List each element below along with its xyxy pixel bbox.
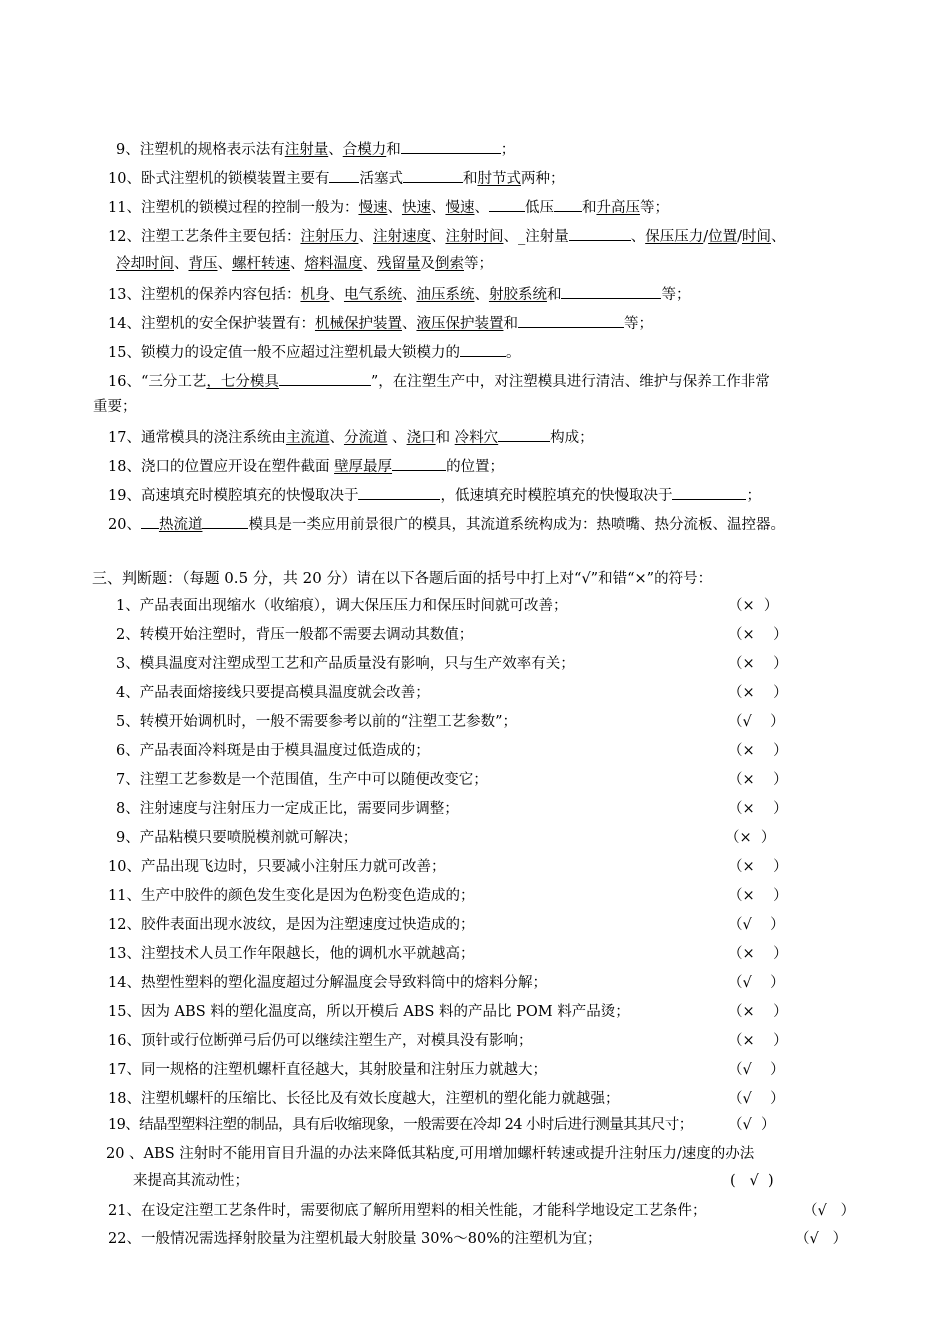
question-number: 13、 xyxy=(108,946,141,962)
question-text: 模具温度对注塑成型工艺和产品质量没有影响，只与生产效率有关； xyxy=(139,656,575,672)
answer-mark[interactable]: （× ） xyxy=(725,830,776,846)
judge-q10 xyxy=(108,858,445,876)
judge-q6 xyxy=(116,742,430,760)
question-text: ABS 注射时不能用盲目升温的办法来降低其粘度,可用增加螺杆转速或提升注射压力/速度的办法 xyxy=(143,1146,755,1162)
question-text: 生产中胶件的颜色发生变化是因为色粉变色造成的； xyxy=(140,888,475,904)
question-text: 注塑技术人员工作年限越长，他的调机水平就越高； xyxy=(140,946,475,962)
answer-mark[interactable]: （√ ） xyxy=(728,917,785,933)
answer-blank[interactable] xyxy=(489,197,525,212)
fill-q9: 9、注塑机的规格表示法有注射量、合模力和 ； xyxy=(116,139,515,159)
answer-mark[interactable]: （× ） xyxy=(728,598,779,614)
question-text: 热塑性塑料的塑化温度超过分解温度会导致料筒中的熔料分解； xyxy=(140,975,547,991)
section3-instruction: 请在以下各题后面的括号中打上对“√”和错“×”的符号： xyxy=(356,571,713,587)
fill-q10: 10、卧式注塑机的锁模装置主要有 活塞式 和肘节式两种； xyxy=(108,168,564,188)
answer-blank[interactable] xyxy=(554,197,582,212)
question-text: 结晶型塑料注塑的制品，具有后收缩现象，一般需要在冷却 24 小时后进行测量其其尺寸； xyxy=(139,1117,693,1133)
judge-q1 xyxy=(116,597,567,615)
question-text: 产品表面熔接线只要提高模具温度就会改善； xyxy=(139,685,430,701)
judge-q20 xyxy=(106,1145,754,1163)
question-number: 4、 xyxy=(116,685,140,701)
fill-q16-cont: 重要； xyxy=(93,399,137,415)
judge-q12 xyxy=(108,916,474,934)
answer-mark[interactable]: （√ ） xyxy=(728,975,785,991)
fill-q15: 15、锁模力的设定值一般不应超过注塑机最大锁模力的 。 xyxy=(108,342,520,362)
question-number: 12、 xyxy=(108,917,141,933)
answer-mark[interactable]: ( √ ) xyxy=(730,1173,774,1189)
judge-q20-cont: 来提高其流动性； xyxy=(133,1173,249,1189)
question-number: 2、 xyxy=(116,627,140,643)
answer-mark[interactable]: （× ） xyxy=(728,772,788,788)
question-text: 注塑机螺杆的压缩比、长径比及有效长度越大，注塑机的塑化能力就越强； xyxy=(140,1091,620,1107)
question-text: 在设定注塑工艺条件时，需要彻底了解所用塑料的相关性能，才能科学地设定工艺条件； xyxy=(140,1203,707,1219)
question-number: 21、 xyxy=(108,1203,141,1219)
question-number: 14、 xyxy=(108,975,141,991)
judge-q5 xyxy=(116,713,517,731)
question-number: 9、 xyxy=(116,830,140,846)
answer-mark[interactable]: （× ） xyxy=(728,1004,788,1020)
answer-mark[interactable]: （√ ） xyxy=(803,1203,856,1219)
answer-mark[interactable]: （× ） xyxy=(728,946,788,962)
question-number: 10、 xyxy=(108,859,141,875)
question-text: 顶针或行位断弹弓后仍可以继续注塑生产，对模具没有影响； xyxy=(140,1033,533,1049)
answer-blank[interactable] xyxy=(358,485,440,500)
question-number: 5、 xyxy=(116,714,140,730)
judge-q11 xyxy=(108,887,474,905)
question-text: 胶件表面出现水波纹，是因为注塑速度过快造成的； xyxy=(140,917,475,933)
question-number: 3、 xyxy=(116,656,140,672)
question-text: 产品表面出现缩水（收缩痕），调大保压压力和保压时间就可改善； xyxy=(139,598,568,614)
question-text: 一般情况需选择射胶量为注塑机最大射胶量 30%～80%的注塑机为宜； xyxy=(140,1231,602,1247)
judge-q16 xyxy=(108,1032,532,1050)
question-text: 因为 ABS 料的塑化温度高，所以开模后 ABS 料的产品比 POM 料产品烫； xyxy=(140,1004,630,1020)
fill-q18: 18、浇口的位置应开设在塑件截面 壁厚最厚 的位置； xyxy=(108,456,504,476)
judge-q13 xyxy=(108,945,474,963)
answer-mark[interactable]: （× ） xyxy=(728,743,788,759)
judge-q17 xyxy=(108,1061,547,1079)
answer-mark[interactable]: （× ） xyxy=(728,627,788,643)
answer-blank[interactable] xyxy=(561,284,661,299)
answer-blank[interactable] xyxy=(401,139,501,154)
question-number: 8、 xyxy=(116,801,140,817)
answer-blank[interactable] xyxy=(498,427,550,442)
answer-mark[interactable]: （× ） xyxy=(728,656,788,672)
fill-q19: 19、高速填充时模腔填充的快慢取决于 ，低速填充时模腔填充的快慢取决于 ； xyxy=(108,485,761,505)
section3-header xyxy=(92,569,712,588)
answer-mark[interactable]: （√ ） xyxy=(728,1062,785,1078)
question-text: 转模开始调机时，一般不需要参考以前的“注塑工艺参数”； xyxy=(139,714,518,730)
question-number: 18、 xyxy=(108,1091,141,1107)
fill-q12: 12、注塑工艺条件主要包括：注射压力、注射速度、注射时间、_注射量 、保压压力/位置/时间、 xyxy=(108,226,785,246)
judge-q18 xyxy=(108,1090,619,1108)
judge-q9 xyxy=(116,829,357,847)
answer-blank[interactable] xyxy=(518,313,624,328)
answer-mark[interactable]: （√ ） xyxy=(728,1117,776,1133)
answer-mark[interactable]: （× ） xyxy=(728,801,788,817)
answer-blank[interactable] xyxy=(279,371,371,386)
fill-q20: 20、 热流道 模具是一类应用前景很广的模具，其流道系统构成为：热喷嘴、热分流板、温控器。 xyxy=(108,514,785,534)
answer-mark[interactable]: （√ ） xyxy=(728,714,785,730)
judge-q2 xyxy=(116,626,473,644)
question-number: 15、 xyxy=(108,1004,141,1020)
judge-q14 xyxy=(108,974,547,992)
answer-blank[interactable] xyxy=(569,226,631,241)
answer-blank[interactable] xyxy=(329,168,359,183)
judge-q15 xyxy=(108,1003,630,1021)
question-text: 产品出现飞边时，只要减小注射压力就可改善； xyxy=(140,859,446,875)
question-text: 产品粘模只要喷脱模剂就可解决； xyxy=(139,830,358,846)
question-text: 注塑工艺参数是一个范围值，生产中可以随便改变它； xyxy=(139,772,488,788)
judge-q8 xyxy=(116,800,459,818)
judge-q22 xyxy=(108,1230,602,1248)
fill-q13: 13、注塑机的保养内容包括：机身、电气系统、油压系统、射胶系统和 等； xyxy=(108,284,690,304)
judge-q4 xyxy=(116,684,430,702)
answer-mark[interactable]: （× ） xyxy=(728,685,788,701)
question-number: 22、 xyxy=(108,1231,141,1247)
section3-title: 三、判断题：（每题 0.5 分，共 20 分） xyxy=(92,569,357,587)
answer-blank[interactable] xyxy=(392,456,446,471)
question-number: 20 、 xyxy=(106,1146,144,1162)
fill-q16: 16、“三分工艺，七分模具 ”，在注塑生产中，对注塑模具进行清洁、维护与保养工作非常 xyxy=(108,371,770,391)
answer-blank[interactable] xyxy=(460,342,506,357)
question-number: 19、 xyxy=(108,1117,140,1133)
fill-q14: 14、注塑机的安全保护装置有：机械保护装置、液压保护装置和 等； xyxy=(108,313,653,333)
fill-q12-cont: 冷却时间、背压、螺杆转速、熔料温度、残留量及倒索等； xyxy=(116,256,493,272)
question-text: 注射速度与注射压力一定成正比，需要同步调整； xyxy=(139,801,459,817)
answer-mark[interactable]: （√ ） xyxy=(728,1091,785,1107)
answer-blank[interactable] xyxy=(403,168,463,183)
answer-blank[interactable] xyxy=(141,514,159,529)
fill-q11: 11、注塑机的锁模过程的控制一般为：慢速、快速、慢速、 低压 和升高压等； xyxy=(108,197,669,217)
question-number: 1、 xyxy=(116,598,140,614)
answer-mark[interactable]: （× ） xyxy=(728,888,788,904)
judge-q19 xyxy=(108,1116,693,1134)
question-number: 11、 xyxy=(108,888,141,904)
judge-q21 xyxy=(108,1202,706,1220)
answer-mark[interactable]: （× ） xyxy=(728,859,788,875)
answer-mark[interactable]: （× ） xyxy=(728,1033,788,1049)
question-number: 6、 xyxy=(116,743,140,759)
question-number: 17、 xyxy=(108,1062,141,1078)
answer-blank[interactable] xyxy=(672,485,746,500)
question-number: 16、 xyxy=(108,1033,141,1049)
judge-q7 xyxy=(116,771,488,789)
question-number: 7、 xyxy=(116,772,140,788)
question-text: 产品表面冷料斑是由于模具温度过低造成的； xyxy=(139,743,430,759)
fill-q17: 17、通常模具的浇注系统由主流道、分流道 、浇口和 冷料穴 构成； xyxy=(108,427,594,447)
judge-q3 xyxy=(116,655,575,673)
answer-blank[interactable] xyxy=(202,514,248,529)
question-text: 同一规格的注塑机螺杆直径越大，其射胶量和注射压力就越大； xyxy=(140,1062,547,1078)
answer-mark[interactable]: （√ ） xyxy=(795,1231,848,1247)
question-text: 转模开始注塑时，背压一般都不需要去调动其数值； xyxy=(139,627,474,643)
